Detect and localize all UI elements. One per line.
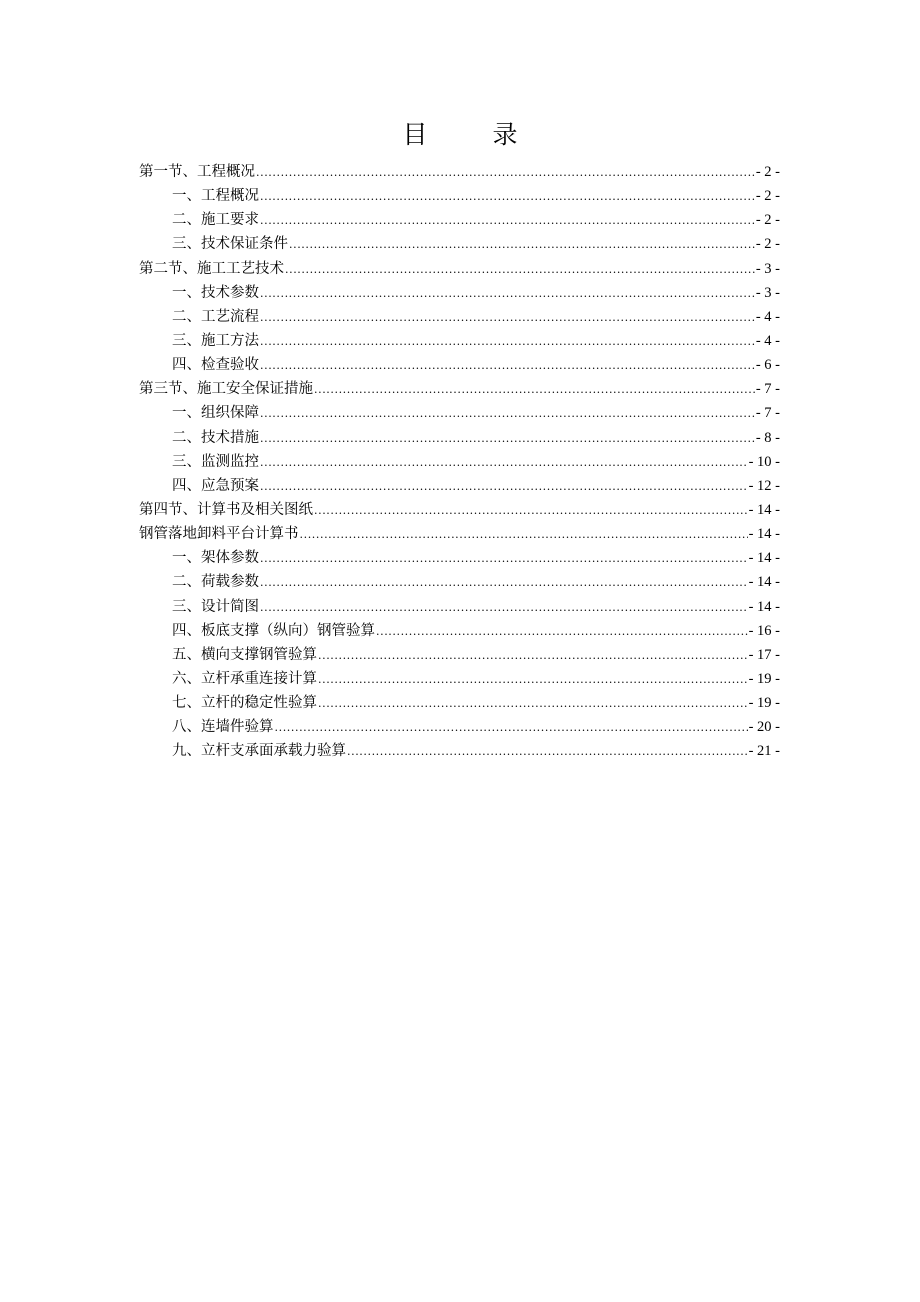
toc-leader-dots	[260, 596, 748, 620]
toc-entry-text: 三、设计简图	[172, 598, 259, 615]
toc-entry[interactable]	[139, 691, 780, 715]
toc-entry[interactable]	[139, 570, 780, 594]
toc-leader-dots	[260, 330, 755, 354]
toc-leader-dots	[260, 282, 755, 306]
toc-entry[interactable]	[139, 498, 780, 522]
toc-entry-text: 一、工程概况	[172, 188, 259, 205]
toc-entry-text: 六、立杆承重连接计算	[172, 670, 317, 687]
toc-entry-text: 第二节、施工工艺技术	[139, 260, 284, 277]
toc-entry[interactable]	[139, 450, 780, 474]
toc-page-number: - 3 -	[755, 284, 780, 301]
toc-entry-text: 三、施工方法	[172, 332, 259, 349]
toc-title: 目 录	[402, 120, 538, 149]
table-of-contents	[139, 160, 780, 764]
toc-page-number: - 8 -	[755, 429, 780, 446]
toc-leader-dots	[260, 402, 755, 426]
toc-entry[interactable]	[139, 739, 780, 763]
toc-page-number: - 10 -	[748, 453, 780, 470]
toc-entry[interactable]	[139, 643, 780, 667]
toc-entry[interactable]	[139, 667, 780, 691]
toc-page-number: - 14 -	[748, 598, 780, 615]
toc-page-number: - 21 -	[748, 743, 780, 760]
toc-entry-text: 五、横向支撑钢管验算	[172, 646, 317, 663]
toc-leader-dots	[260, 475, 748, 499]
toc-page-number: - 2 -	[755, 164, 780, 180]
toc-entry[interactable]	[139, 546, 780, 570]
toc-entry-text: 四、应急预案	[172, 477, 259, 494]
toc-page-number: - 4 -	[755, 332, 780, 349]
toc-page-number: - 14 -	[748, 501, 780, 518]
toc-entry[interactable]	[139, 257, 780, 281]
toc-page-number: - 3 -	[755, 260, 780, 277]
toc-entry[interactable]	[139, 208, 780, 232]
toc-page-number: - 14 -	[748, 526, 780, 543]
toc-page-number: - 20 -	[748, 719, 780, 736]
toc-entry-text: 一、架体参数	[172, 550, 259, 567]
toc-entry-text: 一、技术参数	[172, 284, 259, 301]
toc-leader-dots	[260, 451, 748, 475]
toc-leader-dots	[318, 668, 748, 692]
toc-leader-dots	[314, 378, 755, 402]
toc-entry-text: 九、立杆支承面承载力验算	[172, 743, 346, 760]
toc-entry-text: 七、立杆的稳定性验算	[172, 695, 317, 712]
toc-leader-dots	[260, 354, 755, 378]
toc-page-number: - 7 -	[755, 381, 780, 398]
toc-leader-dots	[260, 571, 748, 595]
toc-page-number: - 7 -	[755, 405, 780, 422]
toc-entry[interactable]	[139, 281, 780, 305]
toc-entry-text: 一、组织保障	[172, 405, 259, 422]
toc-page-number: - 17 -	[748, 646, 780, 663]
toc-page-number: - 6 -	[755, 357, 780, 374]
toc-leader-dots	[318, 644, 748, 668]
toc-page-number: - 19 -	[748, 670, 780, 687]
toc-entry[interactable]	[139, 184, 780, 208]
toc-entry[interactable]	[139, 595, 780, 619]
toc-leader-dots	[289, 233, 755, 257]
toc-leader-dots	[260, 547, 748, 571]
toc-entry-text: 二、工艺流程	[172, 308, 259, 325]
toc-leader-dots	[275, 716, 748, 740]
toc-page-number: - 19 -	[748, 695, 780, 712]
toc-leader-dots	[347, 740, 748, 764]
toc-entry[interactable]	[139, 715, 780, 739]
toc-entry-text: 第一节、工程概况	[139, 164, 255, 180]
toc-leader-dots	[260, 185, 755, 209]
toc-page-number: - 2 -	[755, 236, 780, 253]
toc-leader-dots	[256, 161, 755, 185]
toc-page-number: - 16 -	[748, 622, 780, 639]
toc-leader-dots	[376, 620, 748, 644]
toc-entry-text: 四、板底支撑（纵向）钢管验算	[172, 622, 375, 639]
toc-entry-text: 二、荷载参数	[172, 574, 259, 591]
toc-page-number: - 14 -	[748, 550, 780, 567]
toc-leader-dots	[260, 209, 755, 233]
toc-leader-dots	[260, 427, 755, 451]
toc-entry-text: 第四节、计算书及相关图纸	[139, 501, 313, 518]
toc-entry-text: 二、技术措施	[172, 429, 259, 446]
toc-entry-text: 八、连墙件验算	[172, 719, 274, 736]
toc-page-number: - 2 -	[755, 188, 780, 205]
toc-entry[interactable]	[139, 474, 780, 498]
toc-entry[interactable]	[139, 353, 780, 377]
toc-leader-dots	[314, 499, 748, 523]
toc-entry[interactable]	[139, 160, 780, 184]
toc-entry[interactable]	[139, 305, 780, 329]
toc-entry-text: 四、检查验收	[172, 357, 259, 374]
toc-leader-dots	[285, 258, 755, 282]
toc-entry[interactable]	[139, 377, 780, 401]
toc-entry[interactable]	[139, 401, 780, 425]
toc-entry[interactable]	[139, 619, 780, 643]
toc-leader-dots	[300, 523, 748, 547]
toc-leader-dots	[260, 306, 755, 330]
toc-entry[interactable]	[139, 522, 780, 546]
toc-page-number: - 2 -	[755, 212, 780, 229]
toc-entry-text: 第三节、施工安全保证措施	[139, 381, 313, 398]
toc-entry-text: 钢管落地卸料平台计算书	[139, 526, 299, 543]
toc-page-number: - 4 -	[755, 308, 780, 325]
toc-leader-dots	[318, 692, 748, 716]
toc-entry[interactable]	[139, 426, 780, 450]
toc-entry-text: 三、技术保证条件	[172, 236, 288, 253]
toc-entry[interactable]	[139, 329, 780, 353]
toc-entry-text: 三、监测监控	[172, 453, 259, 470]
toc-page-number: - 12 -	[748, 477, 780, 494]
toc-page-number: - 14 -	[748, 574, 780, 591]
toc-entry-text: 二、施工要求	[172, 212, 259, 229]
toc-entry[interactable]	[139, 232, 780, 256]
